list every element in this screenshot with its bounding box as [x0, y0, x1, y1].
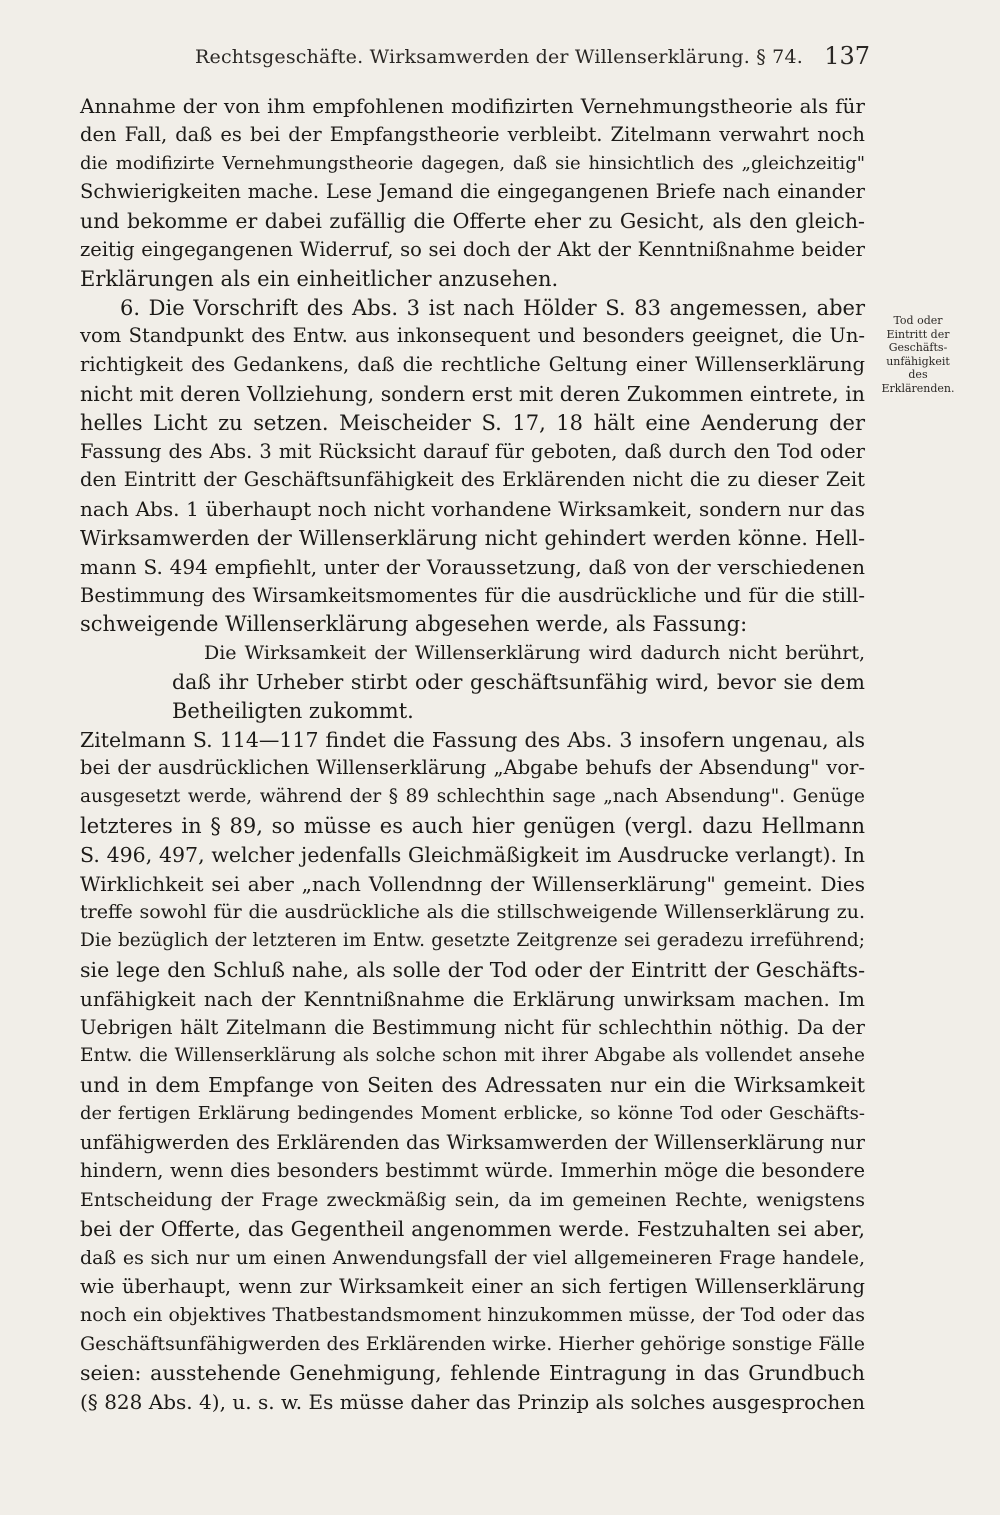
text-line: Annahme der von ihm empfohlenen modifizirten Vernehmungstheorie als für — [80, 94, 865, 118]
text-line: (§ 828 Abs. 4), u. s. w. Es müsse daher das Prinzip als solches ausgesprochen — [80, 1389, 865, 1414]
margin-note-line: Tod oder — [893, 314, 943, 327]
text-line: Bestimmung des Wirsamkeitsmomentes für die ausdrückliche und für die still- — [80, 583, 865, 607]
margin-note-line: des — [908, 368, 928, 381]
text-line: Schwierigkeiten mache. Lese Jemand die eingegangenen Briefe nach einander — [80, 180, 865, 204]
text-line: wie überhaupt, wenn zur Wirksamkeit einer an sich fertigen Willenserklärung — [80, 1274, 865, 1298]
text-line: Geschäftsunfähigwerden des Erklärenden wirke. Hierher gehörige sonstige Fälle — [80, 1333, 865, 1356]
text-line: letzteres in § 89, so müsse es auch hier genügen (vergl. dazu Hellmann — [80, 813, 865, 838]
text-line: Fassung des Abs. 3 mit Rücksicht darauf für geboten, daß durch den Tod oder — [80, 439, 865, 463]
text-line: zeitig eingegangenen Widerruf, so sei doch der Akt der Kenntnißnahme beider — [80, 237, 865, 261]
text-line: Entscheidung der Frage zweckmäßig sein, da im gemeinen Rechte, wenigstens — [80, 1189, 865, 1212]
text-line: unfähigwerden des Erklärenden das Wirksamwerden der Willenserklärung nur — [80, 1130, 865, 1154]
text-line: bei der Offerte, das Gegentheil angenommen werde. Festzuhalten sei aber, — [80, 1217, 865, 1242]
quote-line: Die Wirksamkeit der Willenserklärung wird dadurch nicht berührt, — [204, 642, 865, 665]
text-line: noch ein objektives Thatbestandsmoment hinzukommen müsse, der Tod oder das — [80, 1304, 865, 1327]
margin-note — [872, 314, 964, 395]
text-line: seien: ausstehende Genehmigung, fehlende Eintragung in das Grundbuch — [80, 1361, 865, 1386]
text-line: und bekomme er dabei zufällig die Offerte eher zu Gesicht, als den gleich- — [80, 209, 865, 234]
text-line: sie lege den Schluß nahe, als solle der Tod oder der Eintritt der Geschäfts- — [80, 957, 865, 982]
text-line: nicht mit deren Vollziehung, sondern erst mit deren Zukommen eintrete, in — [80, 381, 865, 406]
text-line: treffe sowohl für die ausdrückliche als die stillschweigende Willenserklärung zu. — [80, 901, 865, 924]
text-line: Entw. die Willenserklärung als solche schon mit ihrer Abgabe als vollendet ansehe — [80, 1045, 865, 1067]
text-line: hindern, wenn dies besonders bestimmt würde. Immerhin möge die besondere — [80, 1159, 865, 1183]
text-line: den Fall, daß es bei der Empfangstheorie verbleibt. Zitelmann verwahrt noch — [80, 122, 865, 146]
text-line: richtigkeit des Gedankens, daß die rechtliche Geltung einer Willenserklärung — [80, 353, 865, 377]
text-line: 6. Die Vorschrift des Abs. 3 ist nach Hölder S. 83 angemessen, aber — [120, 295, 865, 320]
main-text — [80, 92, 865, 1417]
text-line: der fertigen Erklärung bedingendes Moment erblicke, so könne Tod oder Geschäfts- — [80, 1102, 865, 1124]
margin-note-line: Geschäfts- — [888, 341, 948, 354]
quote-line: Betheiligten zukommt. — [172, 698, 414, 723]
margin-note-line: unfähigkeit — [886, 354, 950, 368]
margin-note-line: Erklärenden. — [881, 381, 955, 395]
text-line: Wirksamwerden der Willenserklärung nicht gehindert werden könne. Hell- — [80, 525, 865, 550]
text-line: ausgesetzt werde, während der § 89 schlechthin sage „nach Absendung". Genüge — [80, 786, 865, 808]
page-header — [80, 40, 870, 80]
text-line: Die bezüglich der letzteren im Entw. gesetzte Zeitgrenze sei geradezu irreführend; — [80, 930, 865, 952]
text-line: unfähigkeit nach der Kenntnißnahme die Erklärung unwirksam machen. Im — [80, 986, 865, 1011]
text-line: bei der ausdrücklichen Willenserklärung „Abgabe behufs der Absendung" vor- — [80, 756, 865, 780]
margin-note-line: Eintritt der — [886, 327, 950, 341]
text-line: S. 496, 497, welcher jedenfalls Gleichmäßigkeit im Ausdrucke verlangt). In — [80, 842, 865, 867]
text-line: mann S. 494 empfiehlt, unter der Voraussetzung, daß von der verschiedenen — [80, 554, 865, 579]
text-line: den Eintritt der Geschäftsunfähigkeit des Erklärenden nicht die zu dieser Zeit — [80, 468, 865, 492]
text-line: die modifizirte Vernehmungstheorie dagegen, daß sie hinsichtlich des „gleichzeitig" — [80, 152, 865, 174]
text-line: Uebrigen hält Zitelmann die Bestimmung nicht für schlechthin nöthig. Da der — [80, 1015, 865, 1039]
text-line: helles Licht zu setzen. Meischeider S. 17, 18 hält eine Aenderung der — [80, 410, 865, 435]
text-line: Wirklichkeit sei aber „nach Vollendnng der Willenserklärung" gemeint. Dies — [80, 871, 865, 896]
text-line: vom Standpunkt des Entw. aus inkonsequent und besonders geeignet, die Un- — [80, 324, 865, 348]
text-line: Erklärungen als ein einheitlicher anzusehen. — [80, 266, 559, 291]
text-line: nach Abs. 1 überhaupt noch nicht vorhandene Wirksamkeit, sondern nur das — [80, 497, 865, 522]
quote-line: daß ihr Urheber stirbt oder geschäftsunfähig wird, bevor sie dem — [172, 669, 865, 694]
text-line: schweigende Willenserklärung abgesehen werde, als Fassung: — [80, 612, 748, 637]
text-line: und in dem Empfange von Seiten des Adressaten nur ein die Wirksamkeit — [80, 1073, 865, 1098]
text-line: Zitelmann S. 114—117 findet die Fassung des Abs. 3 insofern ungenau, als — [80, 727, 865, 752]
text-line: daß es sich nur um einen Anwendungsfall der viel allgemeineren Frage handele, — [80, 1246, 865, 1269]
page-number: 137 — [824, 42, 870, 70]
running-title: Rechtsgeschäfte. Wirksamwerden der Willenserklärung. § 74. — [195, 46, 803, 68]
